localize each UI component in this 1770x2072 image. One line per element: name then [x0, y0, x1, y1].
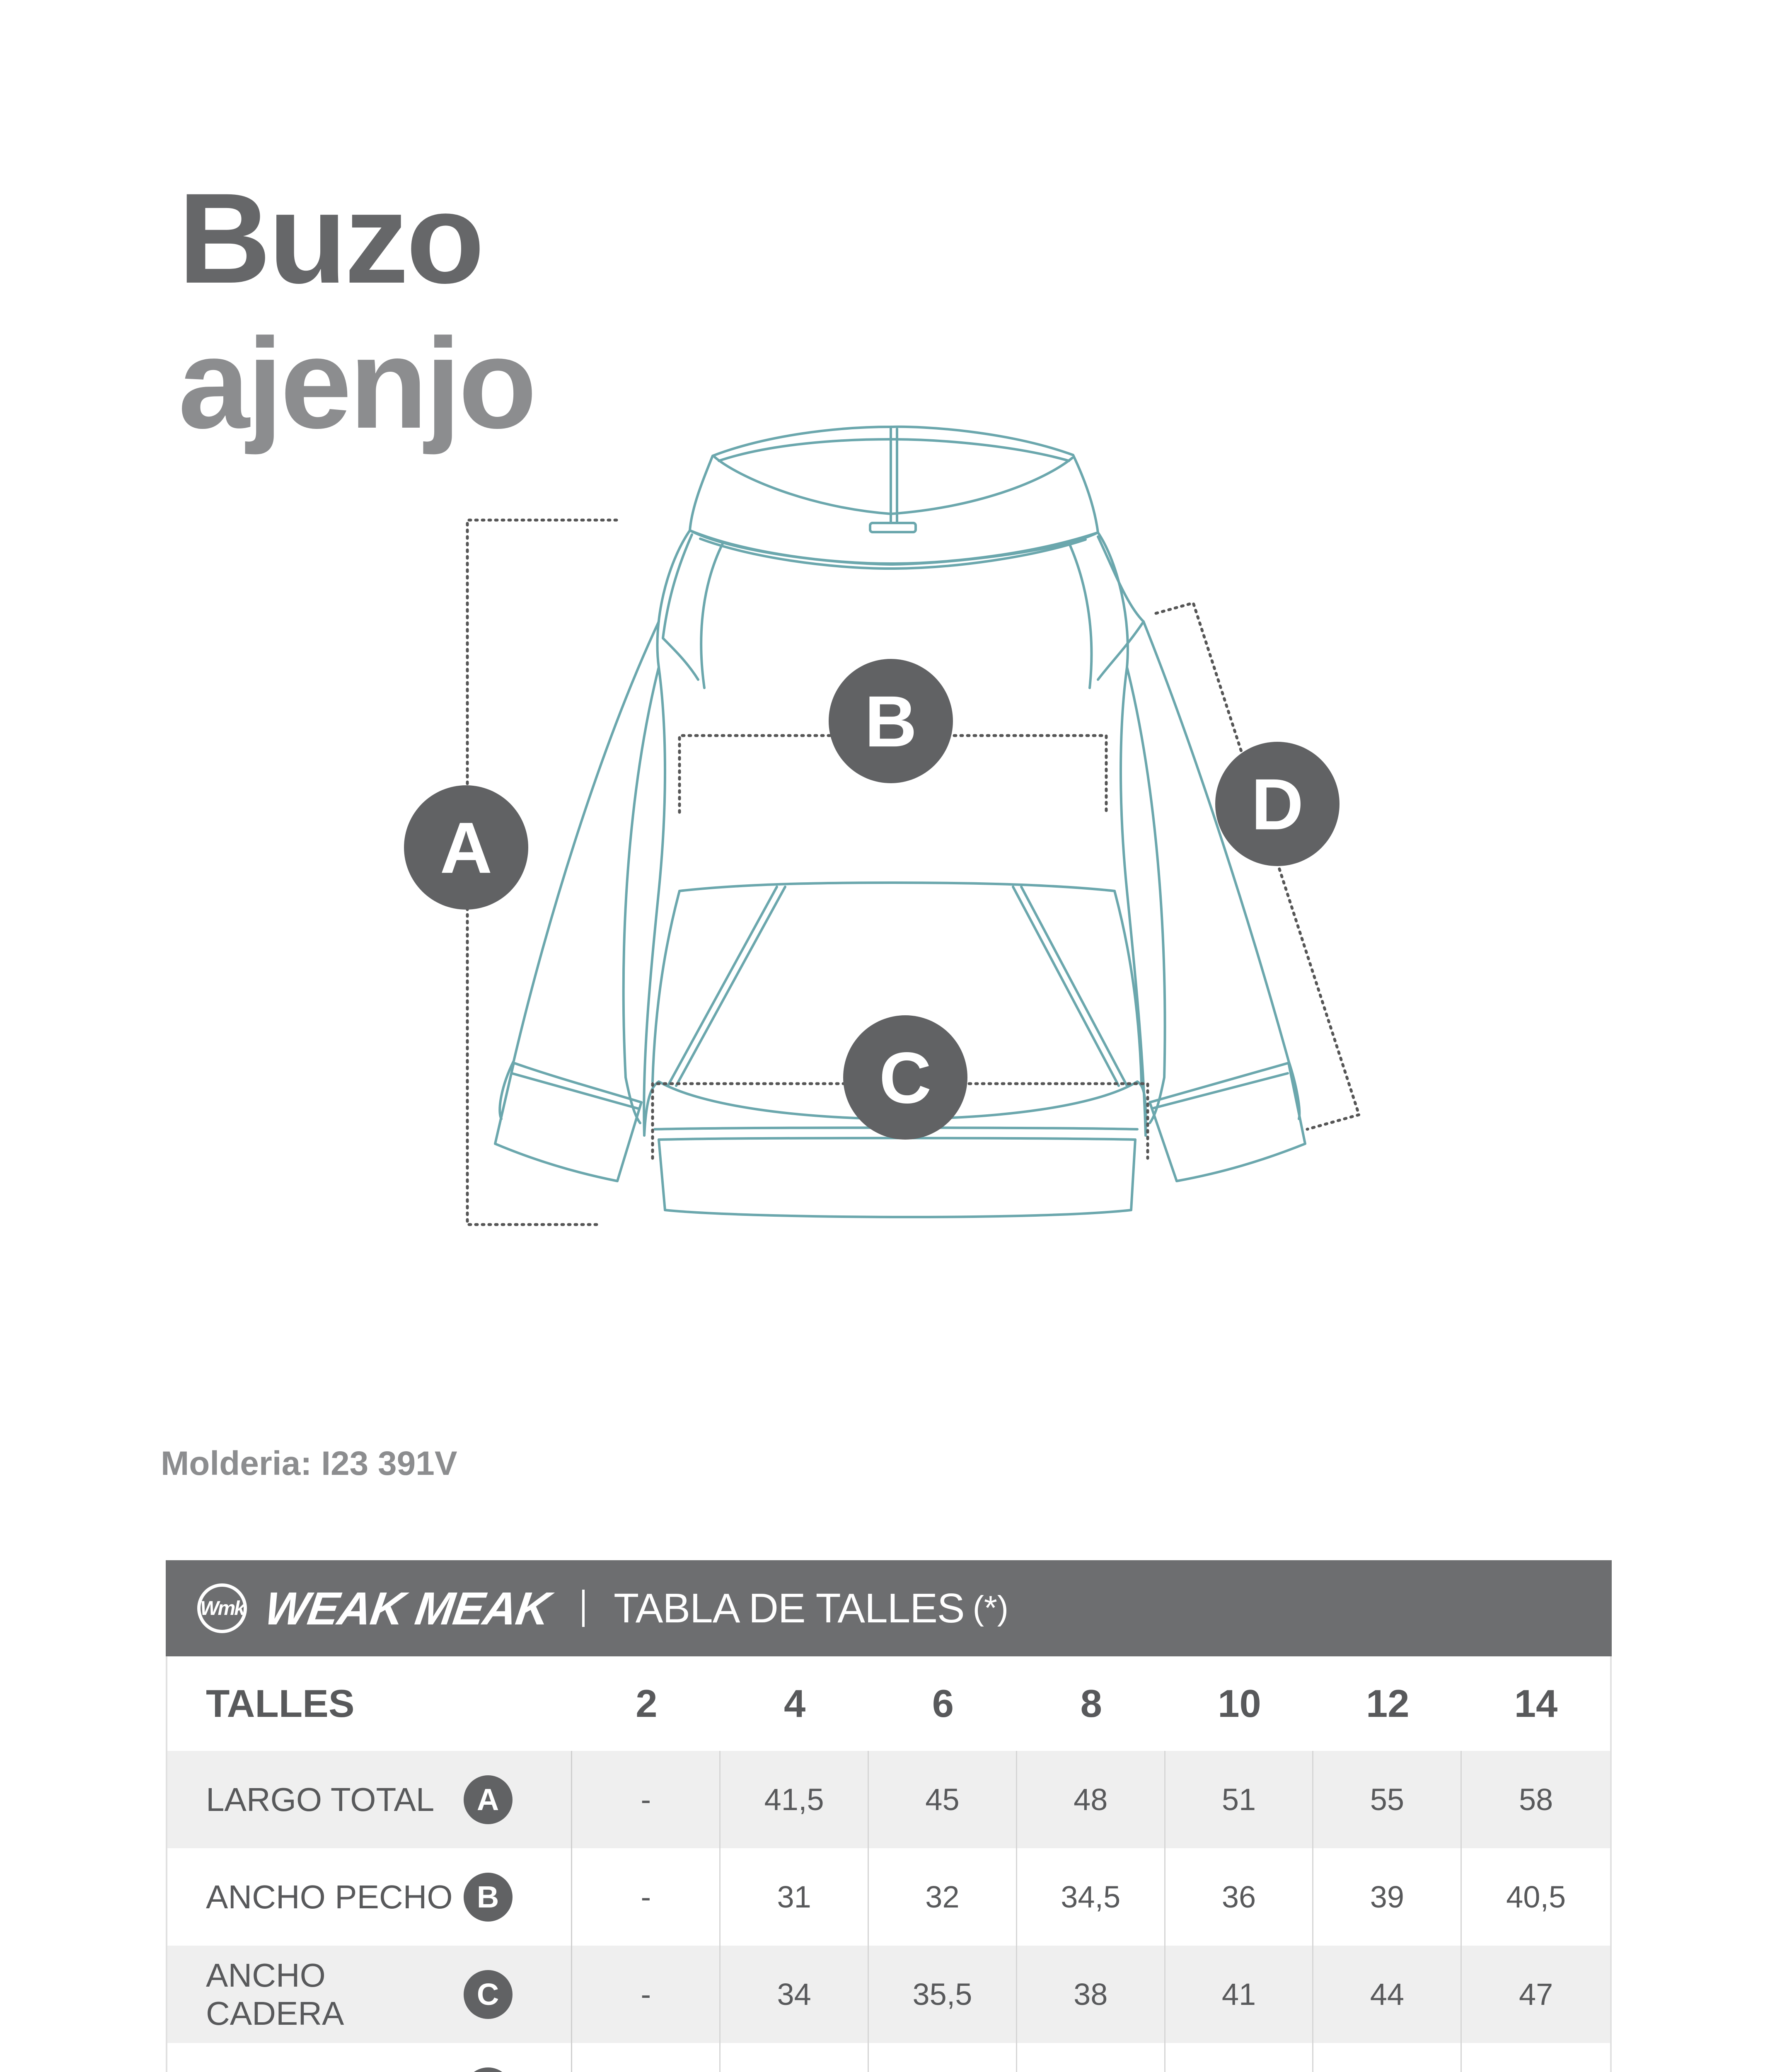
- row-badge-cell: [464, 1751, 573, 1848]
- table-cell: [869, 2043, 1017, 2072]
- table-row-largo-total: [167, 1751, 1610, 1848]
- table-title: TABLA DE TALLES: [614, 1585, 965, 1631]
- measure-badge: C: [464, 1970, 513, 2019]
- table-cell: 34,5: [1017, 1848, 1165, 1946]
- marker-d: [1215, 742, 1340, 866]
- table-cell: 44: [1313, 1946, 1462, 2043]
- marker-a: [404, 785, 528, 910]
- size-header: 2: [636, 1682, 658, 1725]
- table-cell: 55: [1313, 1751, 1462, 1848]
- brand-logo-icon: Wmk: [197, 1583, 247, 1633]
- measure-badge: B: [464, 1873, 513, 1922]
- measure-badge: [464, 2067, 513, 2072]
- size-header: 4: [784, 1682, 806, 1725]
- marker-a-label: A: [440, 808, 493, 889]
- row-badge-cell: [464, 2043, 573, 2072]
- row-badge-cell: [464, 1848, 573, 1946]
- table-cell: 48: [1017, 1751, 1165, 1848]
- table-cell: [1462, 2043, 1610, 2072]
- table-cell: 32: [869, 1848, 1017, 1946]
- table-cell: 47: [1519, 1977, 1553, 2011]
- header-divider: [582, 1590, 585, 1627]
- size-header: 6: [932, 1682, 954, 1725]
- brand-name: WEAK MEAK: [261, 1582, 553, 1634]
- measure-badge: A: [464, 1775, 513, 1824]
- table-cell: 36: [1165, 1848, 1314, 1946]
- size-header: 14: [1514, 1682, 1558, 1725]
- marker-b: [829, 659, 953, 783]
- title-line-1: Buzo: [178, 166, 482, 310]
- table-row-largo-manga: [167, 2043, 1610, 2072]
- table-cell: -: [572, 1848, 721, 1946]
- marker-c-label: C: [879, 1038, 932, 1119]
- marker-b-label: B: [864, 681, 917, 762]
- table-body: [166, 1656, 1612, 2072]
- table-cell: [1313, 2043, 1462, 2072]
- size-header: 8: [1080, 1682, 1102, 1725]
- table-header-bar: [166, 1560, 1612, 1656]
- title-line-2: ajenjo: [178, 311, 534, 455]
- marker-c: [843, 1015, 967, 1140]
- table-cell: 41: [1165, 1946, 1314, 2043]
- talles-header: TALLES: [206, 1682, 355, 1725]
- table-cell: 39: [1313, 1848, 1462, 1946]
- table-cell: [1017, 2043, 1165, 2072]
- table-cell: 40,5: [1506, 1880, 1566, 1914]
- table-cell: 31: [721, 1848, 869, 1946]
- size-header: 12: [1366, 1682, 1410, 1725]
- table-cell: 34: [721, 1946, 869, 2043]
- row-label: ANCHO CADERA: [206, 1956, 344, 2032]
- table-header-row: [167, 1656, 1610, 1751]
- table-cell: -: [572, 1751, 721, 1848]
- table-cell: [1165, 2043, 1314, 2072]
- row-label: ANCHO PECHO: [206, 1878, 453, 1915]
- row-label: LARGO TOTAL: [206, 1781, 435, 1818]
- table-cell: -: [572, 1946, 721, 2043]
- table-title-note: (*): [972, 1589, 1009, 1627]
- size-table: [166, 1560, 1612, 2072]
- badge-header-spacer: [464, 1656, 573, 1751]
- table-cell: [572, 2043, 721, 2072]
- row-badge-cell: [464, 1946, 573, 2043]
- table-cell: [721, 2043, 869, 2072]
- marker-d-label: D: [1251, 764, 1304, 845]
- size-header: 10: [1218, 1682, 1261, 1725]
- table-cell: 45: [869, 1751, 1017, 1848]
- table-row-ancho-pecho: [167, 1848, 1610, 1946]
- table-cell: 51: [1165, 1751, 1314, 1848]
- molderia-code: Molderia: I23 391V: [161, 1445, 457, 1482]
- table-cell: 35,5: [869, 1946, 1017, 2043]
- table-cell: 41,5: [721, 1751, 869, 1848]
- table-cell: 38: [1017, 1946, 1165, 2043]
- table-cell: 58: [1519, 1782, 1553, 1817]
- table-row-ancho-cadera: [167, 1946, 1610, 2043]
